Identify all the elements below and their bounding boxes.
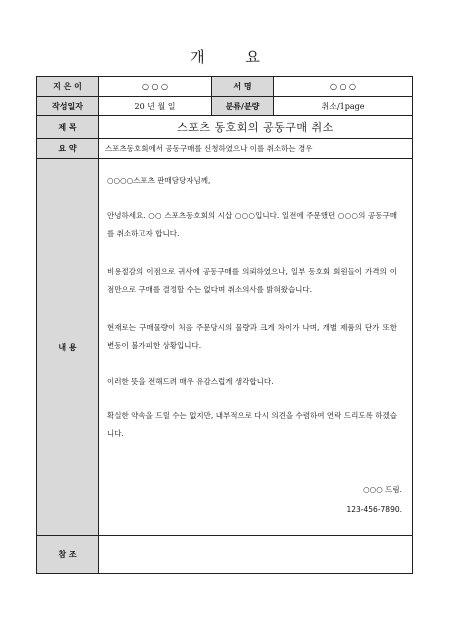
date-value: 20 년 월 일 (99, 97, 212, 116)
summary-value: 스포츠동호회에서 공동구매를 신청하였으나 이를 취소하는 경우 (99, 139, 413, 159)
summary-form (36, 76, 413, 574)
content-label: 내 용 (37, 159, 99, 536)
phone-number: 123-456-7890. (346, 505, 402, 514)
author-label: 지 은 이 (37, 77, 99, 97)
author-value: ○ ○ ○ (99, 77, 212, 97)
paragraph-1: 안녕하세요. ○○ 스포츠동호회의 시삽 ○○○입니다. 일전에 주문했던 ○○○의 공동구매를 취소하고자 합니다. (107, 211, 397, 238)
date-label: 작성일자 (37, 97, 99, 116)
paragraph-2: 비용절감의 이점으로 귀사에 공동구매를 의뢰하였으나, 일부 동호회 회원들이 가격의 이점만으로 구매를 결정할 수는 없다며 취소의사를 밝혀왔습니다. (107, 267, 397, 294)
category-value: 취소/1page (274, 97, 413, 116)
sign-off-text: ○○○ 드림. (363, 485, 402, 494)
subject-label: 제 목 (37, 116, 99, 139)
summary-label: 요 약 (37, 139, 99, 159)
paragraph-4: 이러한 뜻을 전해드려 매우 유감스럽게 생각합니다. (107, 377, 274, 386)
reference-value (99, 536, 413, 574)
greeting-text: ○○○○스포츠 판매담당자님께, (107, 176, 211, 185)
category-label: 분류/분량 (212, 97, 274, 116)
signature-value: ○ ○ ○ (274, 77, 413, 97)
subject-value: 스포츠 동호회의 공동구매 취소 (99, 116, 413, 139)
document-title: 개 요 (190, 48, 278, 66)
paragraph-3: 현재로는 구매물량이 처음 주문당시의 물량과 크게 차이가 나며, 개별 제품의 단가 또한 변동이 불가피한 상황입니다. (107, 323, 397, 350)
signature-label: 서 명 (212, 77, 274, 97)
content-body (99, 159, 413, 536)
paragraph-5: 확실한 약속을 드릴 수는 없지만, 내부적으로 다시 의견을 수렴하여 연락 드리도록 하겠습니다. (107, 411, 397, 438)
reference-label: 참 조 (37, 536, 99, 574)
